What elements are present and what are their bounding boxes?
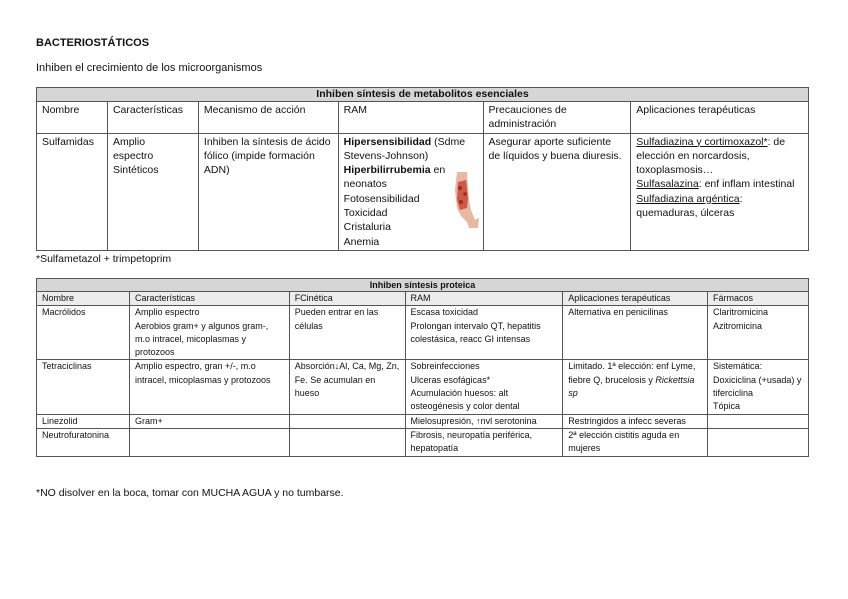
cell-farmacos [708, 428, 809, 456]
table2-header-row [37, 292, 809, 306]
table2-title: Inhiben síntesis proteica [37, 279, 809, 292]
ram-item: Fotosensibilidad [343, 192, 420, 205]
aplicacion-text: Limitado. 1ª elección: enf Lyme, fiebre Q, brucelosis y [568, 361, 696, 385]
table1-header: Mecanismo de acción [198, 102, 338, 134]
cell-nombre: Tetraciclinas [37, 360, 130, 414]
cell-mecanismo: Inhiben la síntesis de ácido fólico (impide formación ADN) [198, 133, 338, 250]
table1-header-row [37, 102, 809, 134]
aplicacion-detail: : enf inflam intestinal [698, 178, 795, 191]
cell-fcinetica: Absorción↓Al, Ca, Mg, Zn, Fe. Se acumulan en hueso [289, 360, 405, 414]
table1-header: Nombre [37, 102, 108, 134]
table-sintesis-proteica [36, 278, 809, 457]
cell-ram: Sobreinfecciones Ulceras esofágicas* Acumulación huesos: alt osteogénesis y color dental [405, 360, 563, 414]
cell-farmacos [708, 414, 809, 428]
cell-caracteristicas [129, 428, 289, 456]
table-row [37, 428, 809, 456]
aplicacion-sulfasalazina: Sulfasalazina [636, 178, 699, 191]
table1-header: Precauciones de administración [483, 102, 631, 134]
table-row [37, 306, 809, 360]
ram-hiperbilirrubemia: Hiperbilirrubemia [343, 164, 431, 177]
cell-aplicaciones [631, 133, 809, 250]
table1-footnote: *Sulfametazol + trimpetoprim [36, 253, 172, 265]
table2-header: Aplicaciones terapéuticas [563, 292, 708, 306]
page-subtitle: Inhiben el crecimiento de los microorganismos [36, 62, 263, 74]
table1-title: Inhiben síntesis de metabolitos esenciales [37, 88, 809, 102]
cell-caracteristicas: Amplio espectro, gran +/-, m.o intracel, micoplasmas y protozoos [129, 360, 289, 414]
cell-caracteristicas: Amplio espectro Aerobios gram+ y algunos gram-, m.o intracel, micoplasmas y protozoos [129, 306, 289, 360]
cell-aplicaciones: Alternativa en penicilinas [563, 306, 708, 360]
cell-nombre: Sulfamidas [37, 133, 108, 250]
ram-item: Toxicidad [343, 207, 388, 220]
table2-header: Fármacos [708, 292, 809, 306]
cell-aplicaciones: Restringidos a infecc severas [563, 414, 708, 428]
aplicacion-sulfadiazina: Sulfadiazina y cortimoxazol* [636, 135, 768, 148]
cell-aplicaciones: 2ª elección cistitis aguda en mujeres [563, 428, 708, 456]
cell-nombre: Neutrofuratonina [37, 428, 130, 456]
cell-fcinetica: Pueden entrar en las células [289, 306, 405, 360]
table2-header: FCinética [289, 292, 405, 306]
aplicacion-detail: : de elección en norcardosis, toxoplasmosis… [636, 135, 786, 177]
ram-hipersensibilidad-detail: (Sdme Stevens-Johnson) [343, 135, 466, 162]
table-row [37, 414, 809, 428]
ram-hipersensibilidad: Hipersensibilidad [343, 135, 432, 148]
cell-farmacos: Sistemática: Doxiciclina (+usada) y tiferciclina Tópica [708, 360, 809, 414]
cell-caracteristicas: Gram+ [129, 414, 289, 428]
cell-nombre: Linezolid [37, 414, 130, 428]
cell-ram [338, 133, 483, 250]
table2-footnote: *NO disolver en la boca, tomar con MUCHA AGUA y no tumbarse. [36, 487, 344, 499]
cell-caracteristicas [107, 133, 198, 250]
cell-nombre: Macrólidos [37, 306, 130, 360]
cell-ram: Mielosupresión, ↑nvl serotonina [405, 414, 563, 428]
table-row [37, 133, 809, 250]
aplicacion-sulfadiazina-argentica: Sulfadiazina argéntica [636, 192, 740, 205]
table-row [37, 360, 809, 414]
caracteristica-line: espectro [112, 149, 154, 162]
cell-aplicaciones [563, 360, 708, 414]
cell-fcinetica [289, 414, 405, 428]
skin-rash-arm-image [445, 170, 479, 230]
cell-farmacos: Claritromicina Azitromicina [708, 306, 809, 360]
ram-item: Cristaluria [343, 221, 391, 234]
caracteristica-line: Sintéticos [112, 164, 159, 177]
ram-hiperbilirrubemia-detail: en neonatos [343, 164, 446, 191]
aplicacion-detail: : quemaduras, úlceras [636, 192, 743, 220]
ram-item: Anemia [343, 235, 380, 248]
table2-header: Nombre [37, 292, 130, 306]
page-heading: BACTERIOSTÁTICOS [36, 37, 150, 49]
table2-header: RAM [405, 292, 563, 306]
cell-ram: Fibrosis, neuropatía periférica, hepatopatía [405, 428, 563, 456]
table-metabolitos [36, 87, 809, 251]
caracteristica-line: Amplio [112, 135, 146, 148]
cell-precauciones: Asegurar aporte suficiente de líquidos y buena diuresis. [483, 133, 631, 250]
aplicacion-rickettsia: Rickettsia sp [568, 374, 695, 399]
table1-header: Aplicaciones terapéuticas [631, 102, 809, 134]
table2-header: Características [129, 292, 289, 306]
cell-fcinetica [289, 428, 405, 456]
table1-header: Características [107, 102, 198, 134]
table1-header: RAM [338, 102, 483, 134]
cell-ram: Escasa toxicidad Prolongan intervalo QT, hepatitis colestásica, reacc GI intensas [405, 306, 563, 360]
